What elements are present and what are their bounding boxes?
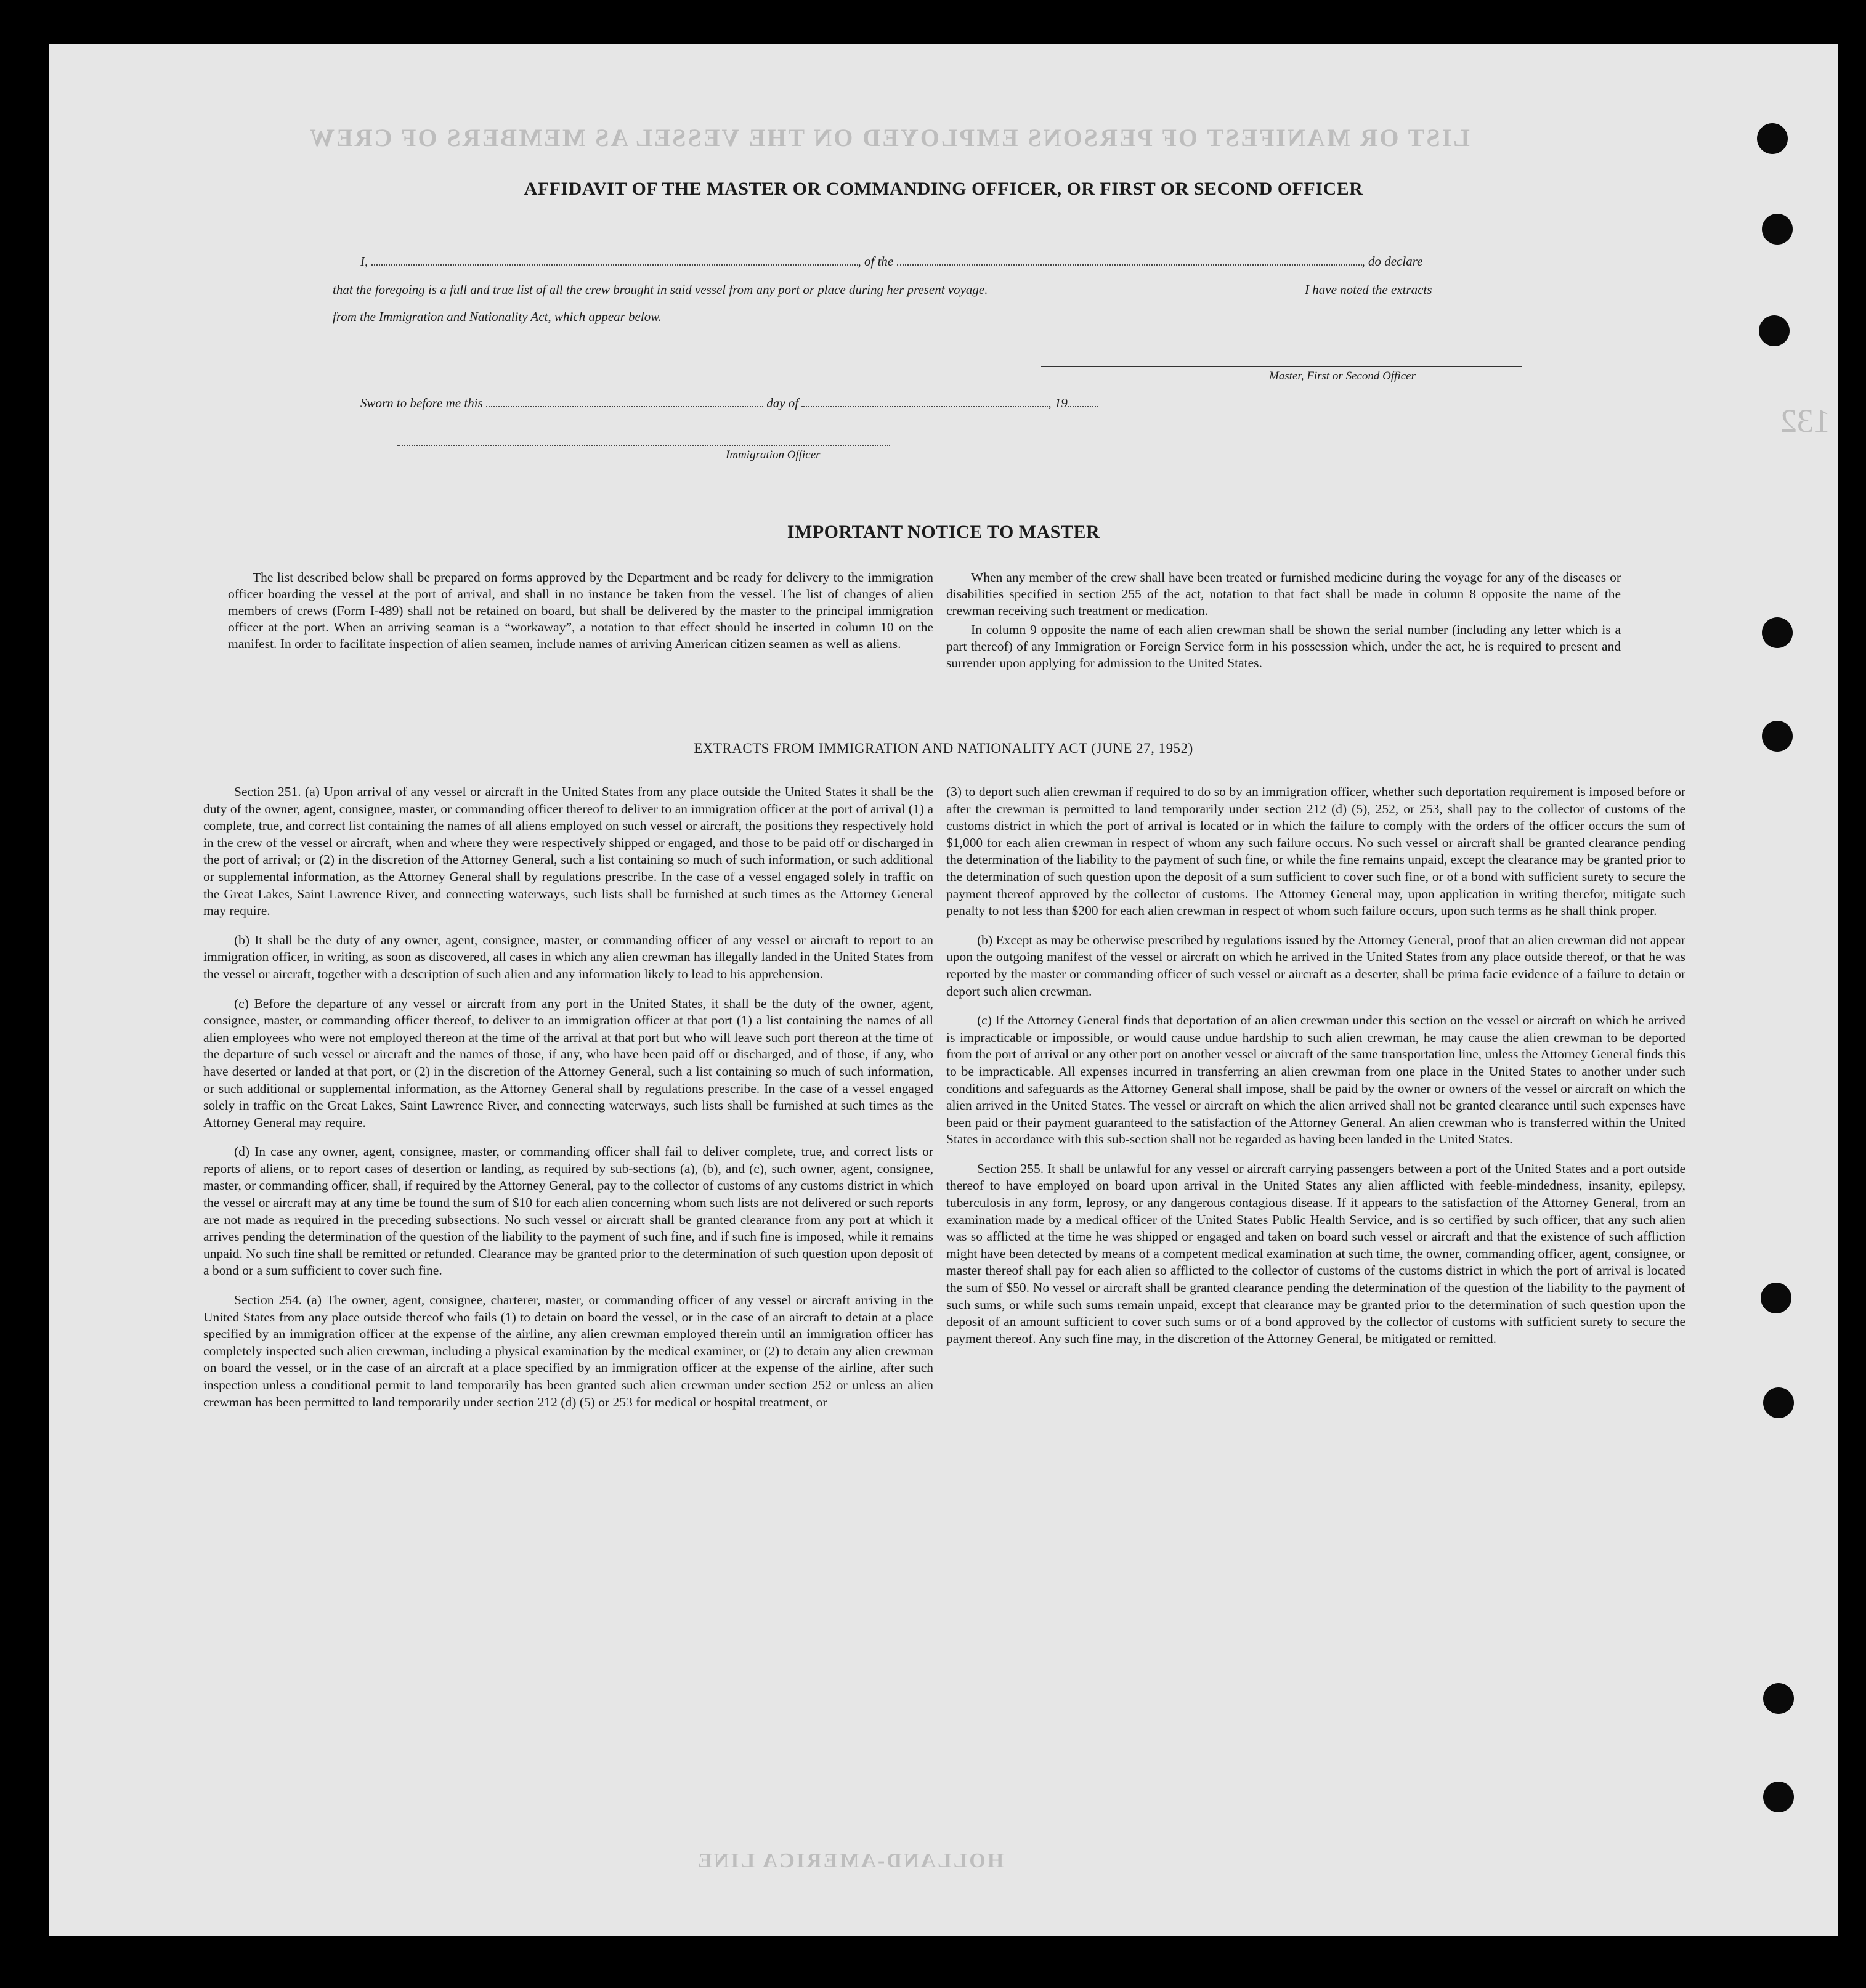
punch-hole [1763, 1782, 1794, 1812]
section-251c: (c) Before the departure of any vessel or aircraft from any port in the United States, it shall be the duty of the owner, agent, consignee, master, or commanding officer thereof, to deliver to an immigration officer at that port (1) a list containing the names of all alien employees who were not employed thereon at the time of the arrival at that port but who will leave such port thereon at the time of the departure of such vessel or aircraft and the names of those, if any, who have been paid off or discharged, and of those, if any, who have deserted or landed at that port, or (2) in the discretion of the Attorney General, such a list containing so much of such information, or such additional or supplemental information, as the Attorney General shall by regulations prescribe. In the case of a vessel engaged solely in traffic on the Great Lakes, Saint Lawrence River, and connecting waterways, such lists shall be furnished at such times as the Attorney General may require. [203, 996, 933, 1130]
notice-left-column [228, 569, 933, 655]
section-254a-cont: (3) to deport such alien crewman if required to do so by an immigration officer, whether such deportation requirement is imposed before or after the crewman is permitted to land temporarily under section 212 (d) (5), 252, or 253, shall pay to the collector of customs of the customs district in which the port of arrival is located or in which the failure to comply with the orders of the officer occurs the sum of $1,000 for each alien crewman in respect of whom any such failure occurs. No such vessel or aircraft shall be granted clearance pending the determination of the liability to the payment of such fine, or while the fine remains unpaid, except the clearance may be granted prior to the determination of such question upon the deposit of a sum sufficient to cover such fine, or of a bond with sufficient surety to secure the payment thereof approved by the collector of customs. The Attorney General may, upon application in writing therefor, mitigate such penalty to not less than $200 for each alien crewman in respect of whom such failure occurs, upon such terms as he shall think proper. [946, 784, 1685, 919]
notice-right-column [946, 569, 1621, 674]
punch-hole [1757, 123, 1788, 154]
sworn-day-blank[interactable] [486, 400, 763, 407]
officer-caption: Immigration Officer [726, 448, 821, 461]
affidavit-line-2-right: I have noted the extracts [1305, 282, 1432, 297]
bleed-through-handwriting: 132 [1780, 402, 1830, 439]
section-255: Section 255. It shall be unlawful for any vessel or aircraft carrying passengers between a port of the United States and a port outside thereof to have employed on board upon arrival in the United States any alien afflicted with feeble-mindedness, insanity, epilepsy, tuberculosis in any form, leprosy, or any dangerous contagious disease. If it appears to the satisfaction of the Attorney General, from an examination made by a medical officer of the United States Public Health Service, and is so certified by such officer, that any such alien was so afflicted at the time he was shipped or engaged and taken on board such vessel or aircraft and that the existence of such affliction might have been detected by means of a competent medical examination at such time, the owner, commanding officer, agent, consignee, or master thereof shall pay for each alien so afflicted to the collector of customs of the customs district in which the port of arrival is located the sum of $50. No vessel or aircraft shall be granted clearance pending the determination of the question of the liability to the payment of such sums, or while such sums remain unpaid, except that clearance may be granted prior to the determination of such question upon the deposit of an amount sufficient to cover such sums or of a bond approved by the collector of customs with sufficient surety to secure the payment thereof. Any such fine may, in the discretion of the Attorney General, be mitigated or remitted. [946, 1161, 1685, 1346]
section-251d: (d) In case any owner, agent, consignee, master, or commanding officer shall fail to deliver complete, true, and correct lists or reports of aliens, or to report cases of desertion or landing, as required by sub-sections (a), (b), and (c), such owner, agent, consignee, master, or commanding officer, shall, if required by the Attorney General, pay to the collector of customs of any customs district in which the vessel or aircraft may at any time be found the sum of $10 for each alien concerning whom such lists are not delivered or such reports are not made as required in the preceding subsections. No such vessel or aircraft shall be granted clearance from any port at which it arrives pending the determination of the question of the liability to the payment of such fine, and if such fine is imposed, while it remains unpaid. No such fine shall be remitted or refunded. Clearance may be granted prior to the determination of such question upon deposit of a bond or a sum sufficient to cover such fine. [203, 1144, 933, 1278]
section-251b: (b) It shall be the duty of any owner, agent, consignee, master, or commanding officer of any vessel or aircraft to report to an immigration officer, in writing, as soon as discovered, all cases in which any alien crewman has illegally landed in the United States from the vessel or aircraft, together with a description of such alien and any information likely to lead to his apprehension. [203, 932, 933, 981]
extracts-title: EXTRACTS FROM IMMIGRATION AND NATIONALITY ACT (JUNE 27, 1952) [694, 740, 1193, 756]
master-caption: Master, First or Second Officer [1269, 370, 1416, 383]
sworn-label: Sworn to before me this [360, 396, 483, 410]
notice-right-paragraph-1: When any member of the crew shall have been treated or furnished medicine during the voyage for any of the diseases or disabilities specified in section 255 of the act, notation to that fact shall be made in column 8 opposite the name of the crewman receiving such treatment or medication. [946, 570, 1621, 618]
section-251a: Section 251. (a) Upon arrival of any vessel or aircraft in the United States from any place outside the United States it shall be the duty of the owner, agent, consignee, master, or commanding officer thereof to deliver to an immigration officer at the port of arrival (1) a complete, true, and correct list containing the names of all aliens employed on such vessel or aircraft, the positions they respectively hold in the crew of the vessel or aircraft, when and where they were respectively shipped or engaged, and those to be paid off or discharged in the port of arrival; or (2) in the discretion of the Attorney General, such a list containing so much of such information, or such additional or supplemental information, as the Attorney General shall by regulations prescribe. In the case of a vessel engaged solely in traffic on the Great Lakes, Saint Lawrence River, and connecting waterways, such lists shall be furnished at such times as the Attorney General may require. [203, 784, 933, 919]
section-254c: (c) If the Attorney General finds that deportation of an alien crewman under this section on the vessel or aircraft on which he arrived is impracticable or impossible, or would cause undue hardship to such alien crewman, he may cause the alien crewman to be deported from the port of arrival or any other port on another vessel or aircraft of the same transportation line, unless the Attorney General finds this to be impracticable. All expenses incurred in transferring an alien crewman from one place in the United States to another under such conditions and safeguards as the Attorney General shall impose, shall be paid by the owner or owners of the vessel or aircraft on which the alien arrived in the United States. The vessel or aircraft on which the alien arrived shall not be granted clearance until such expenses have been paid or their payment guaranteed to the satisfaction of the Attorney General. An alien crewman who is transferred within the United States in accordance with this sub-section shall not be regarded as having been landed in the United States. [946, 1013, 1685, 1147]
master-signature-line[interactable] [1041, 366, 1522, 367]
vessel-blank[interactable] [897, 258, 1362, 266]
affidavit-line-3: from the Immigration and Nationality Act, which appear below. [333, 309, 662, 324]
do-declare-label: , do declare [1361, 254, 1423, 269]
punch-hole [1763, 1683, 1794, 1714]
notice-left-paragraph: The list described below shall be prepared on forms approved by the Department and be ready for delivery to the immigration officer boarding the vessel at the port of arrival, and shall in no instance be taken from the vessel. The list of changes of alien members of crews (Form I-489) shall not be retained on board, but shall be delivered by the master to the principal immigration officer at the port. When an arriving seaman is a “workaway”, a notation to that effect should be inserted in column 10 on the manifest. In order to facilitate inspection of alien seamen, include names of arriving American citizen seamen as well as aliens. [228, 570, 933, 651]
punch-hole [1762, 214, 1793, 245]
punch-hole [1761, 1283, 1791, 1313]
bleed-through-header: LIST OR MANIFEST OF PERSONS EMPLOYED ON THE VESSEL AS MEMBERS OF CREW [308, 124, 1470, 152]
notice-title: IMPORTANT NOTICE TO MASTER [787, 522, 1100, 542]
document-page [49, 44, 1838, 1936]
sworn-year-blank[interactable] [1068, 400, 1098, 407]
name-blank[interactable] [371, 258, 858, 266]
year-label: , 19 [1048, 396, 1068, 410]
section-254a: Section 254. (a) The owner, agent, consignee, charterer, master, or commanding officer of any vessel or aircraft arriving in the United States from any place outside thereof who fails (1) to detain on board the vessel, or in the case of an aircraft to detain at a place specified by an immigration officer at the expense of the airline, any alien crewman employed therein until an immigration officer has completely inspected such alien crewman, including a physical examination by the medical examiner, or (2) to detain any alien crewman on board the vessel, or in the case of an aircraft at a place specified by an immigration officer at the expense of the airline, after such inspection unless a conditional permit to land temporarily has been granted such alien crewman under section 252 or unless an alien crewman has been permitted to land temporarily under section 212 (d) (5) or 253 for medical or hospital treatment, or [203, 1292, 933, 1410]
of-the-label: , of the [858, 254, 894, 269]
affidavit-i-label: I, [360, 254, 368, 269]
notice-right-paragraph-2: In column 9 opposite the name of each alien crewman shall be shown the serial number (including any letter which is a part thereof) of any Immigration or Foreign Service form in his possession which, under the act, he is required to present and surrender upon applying for admission to the United States. [946, 622, 1621, 670]
extracts-right-column [946, 784, 1685, 1347]
affidavit-line-2 [333, 282, 988, 298]
punch-hole [1762, 617, 1793, 648]
sworn-month-blank[interactable] [801, 400, 1048, 407]
extracts-left-column [203, 784, 933, 1411]
affidavit-title: AFFIDAVIT OF THE MASTER OR COMMANDING OFFICER, OR FIRST OR SECOND OFFICER [524, 179, 1363, 199]
sworn-line [360, 396, 1098, 411]
officer-signature-line[interactable] [397, 445, 890, 446]
day-of-label: day of [766, 396, 799, 410]
affidavit-line-1 [360, 254, 1422, 269]
section-254b: (b) Except as may be otherwise prescribed by regulations issued by the Attorney General, proof that an alien crewman did not appear upon the outgoing manifest of the vessel or aircraft on which he arrived in the United States from any place outside thereof, or that he was reported by the master or commanding officer of such vessel or aircraft as a deserter, shall be prima facie evidence of a failure to detain or deport such alien crewman. [946, 932, 1685, 999]
bleed-through-footer: HOLLAND-AMERICA LINE [696, 1849, 1004, 1872]
punch-hole [1763, 1387, 1794, 1418]
affidavit-statement: that the foregoing is a full and true list of all the crew brought in said vessel from any port or place during her present voyage. [333, 282, 988, 297]
punch-hole [1759, 315, 1790, 346]
